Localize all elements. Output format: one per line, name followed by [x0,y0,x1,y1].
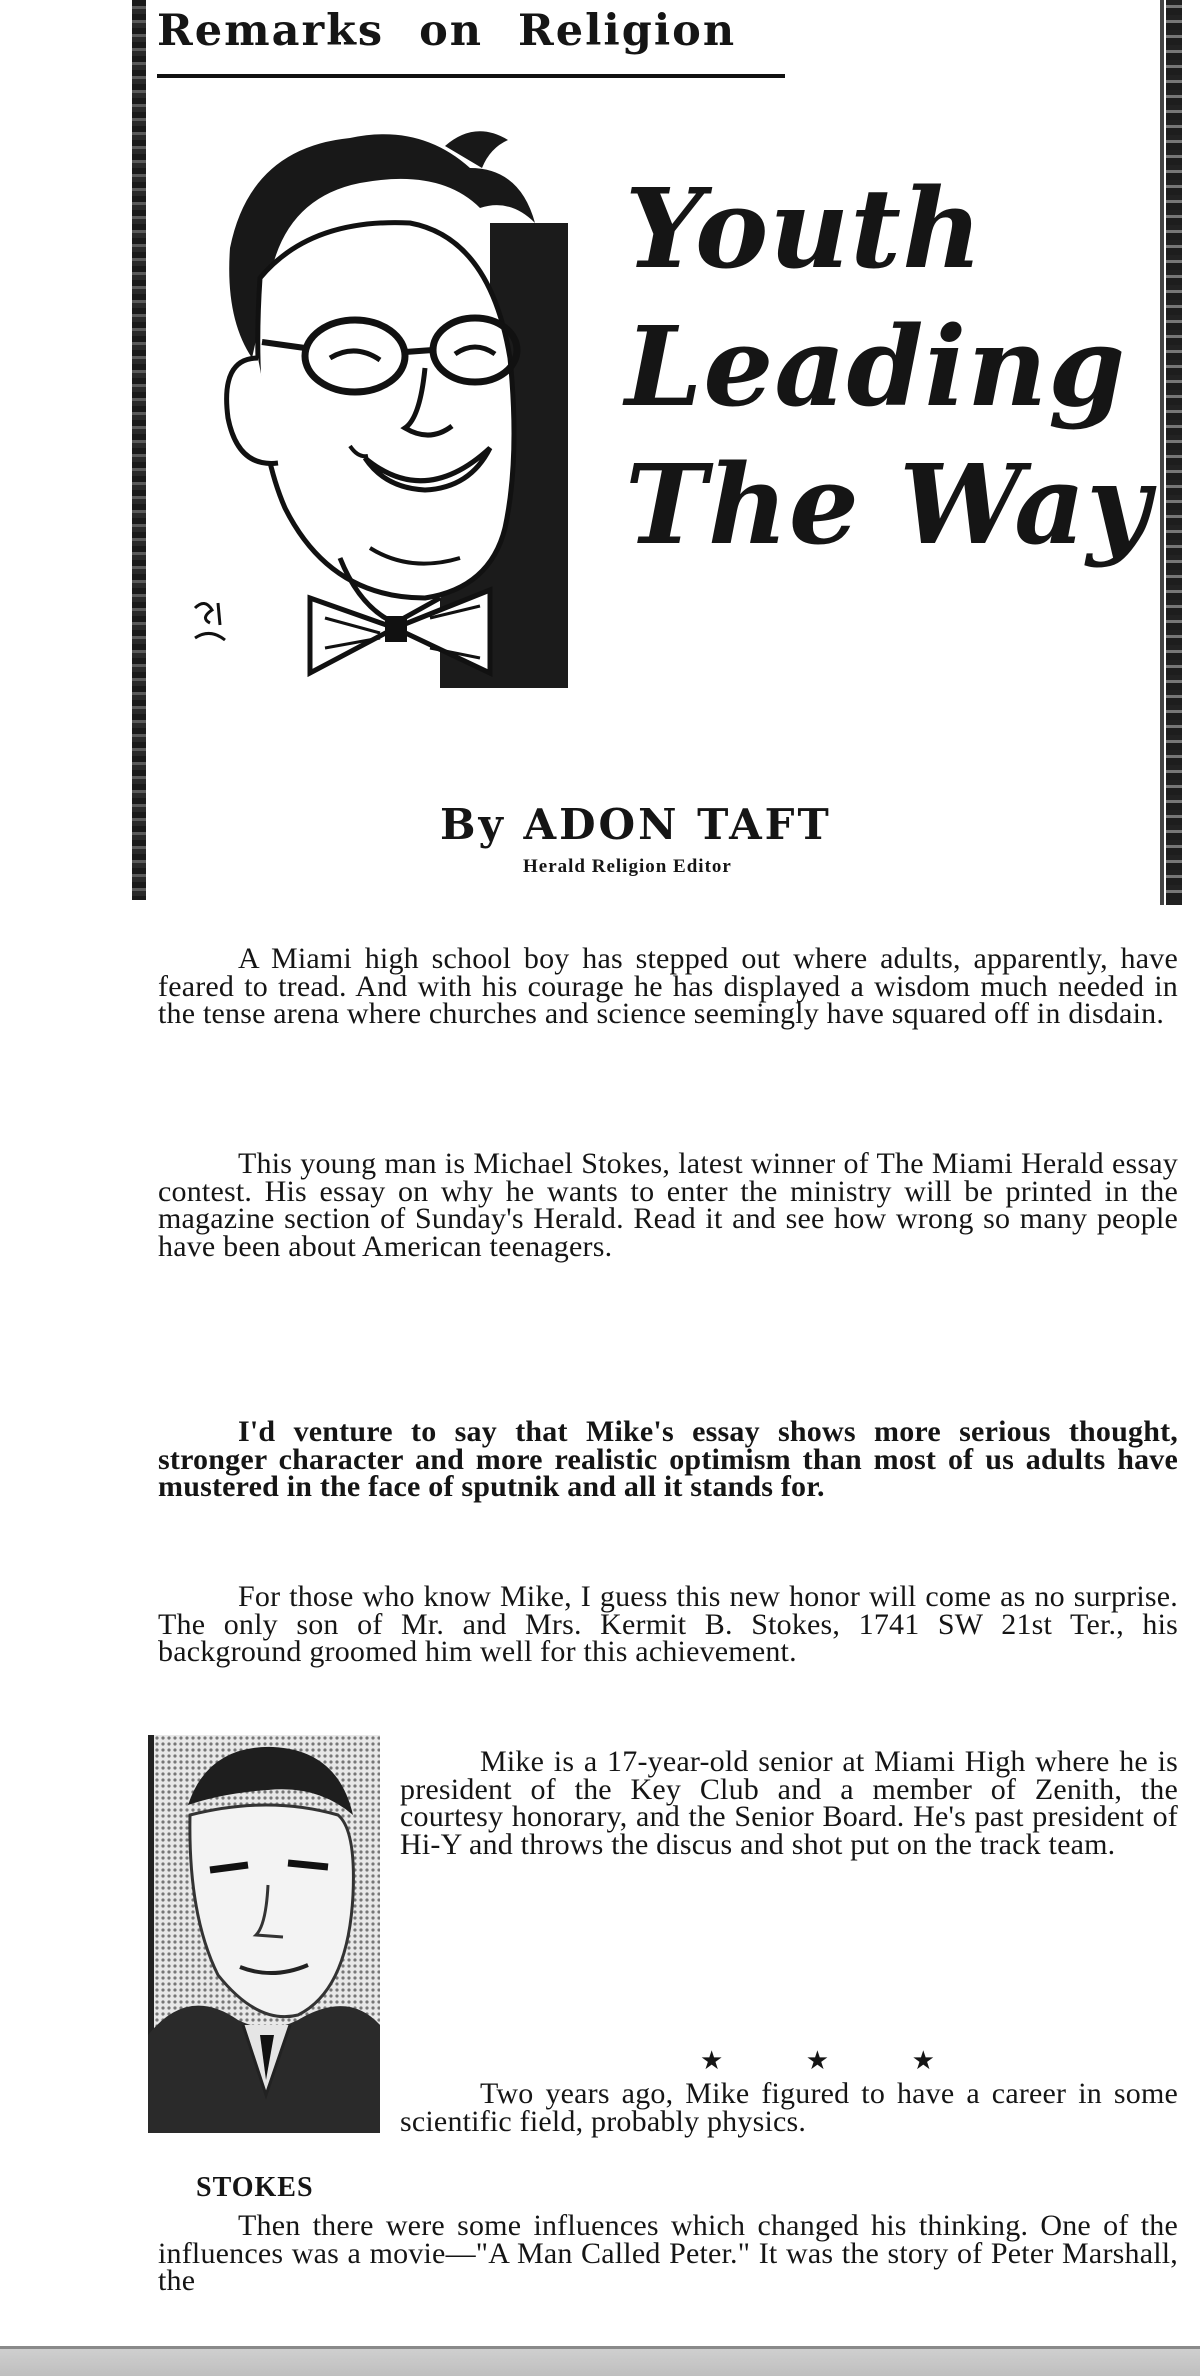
kicker-rule [157,74,785,78]
section-separator: ★ ★ ★ [700,2046,973,2075]
byline: By ADON TAFT [440,800,832,849]
bottom-border [0,2346,1200,2376]
columnist-caricature [190,128,590,748]
paragraph-5: Mike is a 17-year-old senior at Miami High where he is president of the Key Club and a member of Zenith, the courtesy honorary, and the Senior Board. He's past president of Hi-Y and throws the discus and shot put on the track team. [400,1745,1178,1861]
headline-line-3: The Way [625,440,1152,569]
photo-caption: STOKES [196,2172,314,2203]
paragraph-3: I'd venture to say that Mike's essay shows more serious thought, stronger character and more realistic optimism than most of us adults have mustered in the face of sputnik and all it stands for. [158,1415,1178,1503]
paragraph-7: Then there were some influences which changed his thinking. One of the influences was a movie—"A Man Called Peter." It was the story of Peter Marshall, the [158,2212,1178,2297]
column-kicker: Remarks on Religion [157,6,737,56]
headline-line-1: Youth [625,164,984,293]
headline-line-2: Leading [625,302,1127,431]
stokes-photo [148,1735,380,2133]
paragraph-1: A Miami high school boy has stepped out where adults, apparently, have feared to tread. And with his courage he has displayed a wisdom much needed in the tense arena where churches and science seemingly have squared off in disdain. [158,942,1178,1030]
clipping-left-edge [132,0,146,900]
clipping-right-edge [1166,0,1182,905]
byline-title: Herald Religion Editor [523,856,732,877]
paragraph-2: This young man is Michael Stokes, latest winner of The Miami Herald essay contest. His essay on why he wants to enter the ministry will be printed in the magazine section of Sunday's Herald. Read it and see how wrong so many people have been about American teenagers. [158,1147,1178,1263]
clipping-right-edge-line [1160,0,1164,905]
headline [625,160,1152,574]
paragraph-4: For those who know Mike, I guess this new honor will come as no surprise. The only son of Mr. and Mrs. Kermit B. Stokes, 1741 SW 21st Ter., his background groomed him well for this achievement. [158,1583,1178,1668]
paragraph-6: Two years ago, Mike figured to have a career in some scientific field, probably physics. [400,2077,1178,2138]
